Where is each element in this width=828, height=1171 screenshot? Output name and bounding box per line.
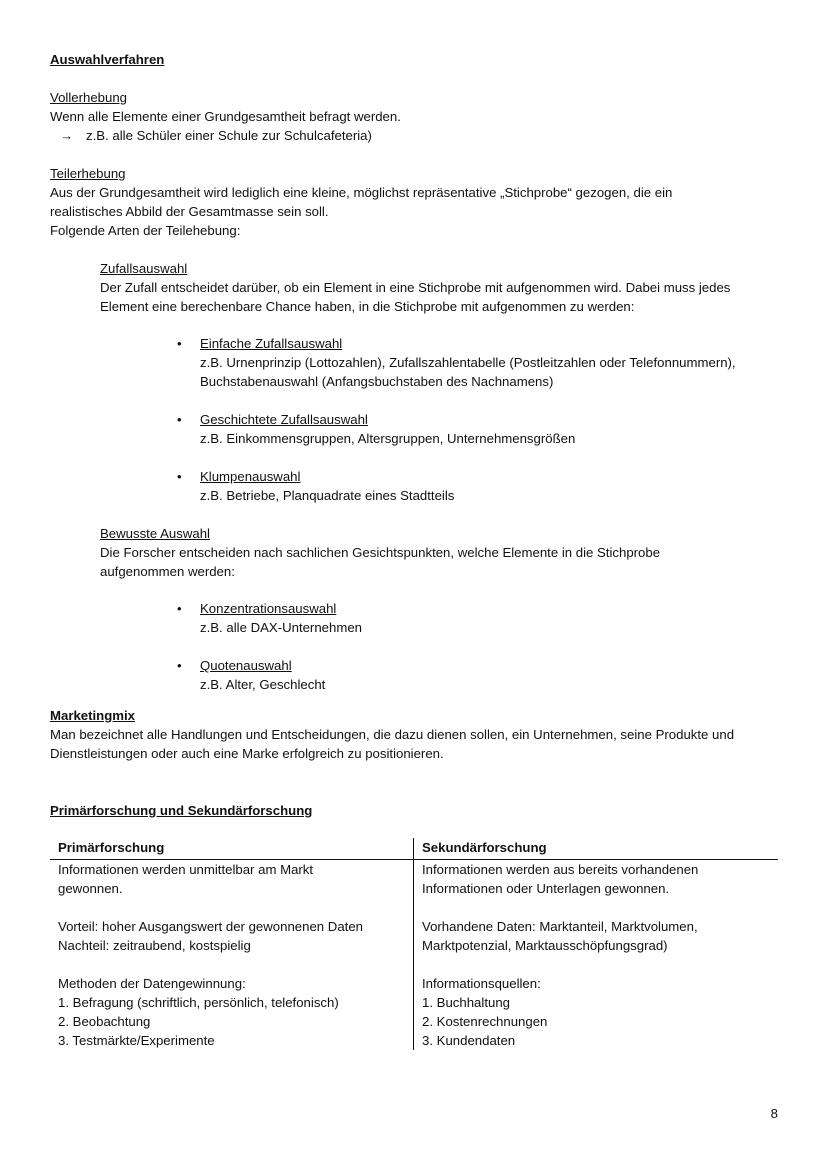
table-cell-primaer bbox=[50, 955, 414, 974]
list-item bbox=[50, 334, 780, 391]
list-item-text: z.B. Einkommensgruppen, Altersgruppen, Unternehmensgrößen bbox=[200, 431, 576, 446]
bewusste-auswahl-title: Bewusste Auswahl bbox=[100, 526, 210, 541]
marketingmix-text: Man bezeichnet alle Handlungen und Entscheidungen, die dazu dienen sollen, ein Unternehmen, seine Produkte und bbox=[50, 727, 735, 742]
table-cell-primaer: Vorteil: hoher Ausgangswert der gewonnenen Daten bbox=[50, 917, 414, 936]
table-cell-sekundaer bbox=[414, 898, 779, 917]
table-row bbox=[50, 1031, 778, 1050]
teilerhebung-title: Teilerhebung bbox=[50, 166, 126, 181]
table-cell-sekundaer: Informationen oder Unterlagen gewonnen. bbox=[422, 881, 670, 896]
table-cell-primaer: Nachteil: zeitraubend, kostspielig bbox=[50, 936, 414, 955]
table-cell-primaer: Methoden der Datengewinnung: bbox=[50, 974, 414, 993]
list-item bbox=[50, 599, 780, 637]
table-row bbox=[50, 974, 778, 993]
arrow-icon: → bbox=[60, 128, 74, 143]
table-cell-primaer bbox=[50, 898, 414, 917]
table-cell-primaer: gewonnen. bbox=[50, 879, 414, 898]
bewusste-auswahl-section bbox=[50, 524, 780, 581]
table-row bbox=[50, 860, 778, 880]
table-row bbox=[50, 917, 778, 936]
table-cell-primaer: Informationen werden unmittelbar am Markt bbox=[50, 860, 414, 880]
teilerhebung-text: Folgende Arten der Teilehebung: bbox=[50, 223, 241, 238]
table-cell-sekundaer: 2. Kostenrechnungen bbox=[422, 1014, 548, 1029]
zufallsauswahl-title: Zufallsauswahl bbox=[100, 261, 188, 276]
list-item-title: Klumpenauswahl bbox=[200, 469, 301, 484]
list-item bbox=[50, 656, 780, 694]
table-row bbox=[50, 955, 778, 974]
list-item-title: Einfache Zufallsauswahl bbox=[200, 336, 343, 351]
column-header-sekundaer: Sekundärforschung bbox=[414, 838, 779, 860]
bewusste-auswahl-text: aufgenommen werden: bbox=[100, 564, 235, 579]
bullet-icon: • bbox=[177, 658, 182, 673]
list-item-text: z.B. Urnenprinzip (Lottozahlen), Zufallszahlentabelle (Postleitzahlen oder Telefonnummern), bbox=[200, 355, 736, 370]
table-row bbox=[50, 993, 778, 1012]
bullet-icon: • bbox=[177, 601, 182, 616]
list-item-title: Quotenauswahl bbox=[200, 658, 292, 673]
table-cell-sekundaer: 3. Kundendaten bbox=[422, 1033, 516, 1048]
comparison-table bbox=[50, 838, 778, 1050]
list-item-title: Geschichtete Zufallsauswahl bbox=[200, 412, 368, 427]
list-item-text: z.B. alle DAX-Unternehmen bbox=[200, 620, 362, 635]
heading-auswahlverfahren: Auswahlverfahren bbox=[50, 52, 165, 67]
table-cell-primaer: 1. Befragung (schriftlich, persönlich, telefonisch) bbox=[50, 993, 414, 1012]
vollerhebung-title: Vollerhebung bbox=[50, 90, 127, 105]
teilerhebung-text: Aus der Grundgesamtheit wird lediglich eine kleine, möglichst repräsentative „Stichprobe“ gezogen, die ein bbox=[50, 185, 673, 200]
table-cell-sekundaer: Vorhandene Daten: Marktanteil, Marktvolumen, bbox=[422, 919, 698, 934]
table-cell-sekundaer: 1. Buchhaltung bbox=[422, 995, 510, 1010]
zufallsauswahl-list bbox=[50, 334, 780, 505]
teilerhebung-text: realistisches Abbild der Gesamtmasse sein soll. bbox=[50, 204, 329, 219]
table-row bbox=[50, 936, 778, 955]
bewusste-auswahl-list bbox=[50, 599, 780, 694]
list-item bbox=[50, 467, 780, 505]
table-cell-primaer: 2. Beobachtung bbox=[50, 1012, 414, 1031]
vollerhebung-example: → z.B. alle Schüler einer Schule zur Schulcafeteria) bbox=[60, 128, 372, 143]
document-page bbox=[50, 50, 780, 820]
list-item-text: z.B. Alter, Geschlecht bbox=[200, 677, 326, 692]
list-item-text: Buchstabenauswahl (Anfangsbuchstaben des Nachnamens) bbox=[200, 374, 554, 389]
table-body bbox=[50, 860, 778, 1051]
list-item-text: z.B. Betriebe, Planquadrate eines Stadtteils bbox=[200, 488, 455, 503]
table-row bbox=[50, 879, 778, 898]
table-cell-primaer: 3. Testmärkte/Experimente bbox=[50, 1031, 414, 1050]
list-item-title: Konzentrationsauswahl bbox=[200, 601, 337, 616]
table-cell-sekundaer: Informationsquellen: bbox=[422, 976, 541, 991]
vollerhebung-text: Wenn alle Elemente einer Grundgesamtheit befragt werden. bbox=[50, 109, 401, 124]
page-number: 8 bbox=[770, 1106, 778, 1121]
heading-marketingmix: Marketingmix bbox=[50, 708, 136, 723]
table-cell-sekundaer bbox=[414, 955, 779, 974]
column-header-primaer: Primärforschung bbox=[50, 838, 414, 860]
table-row bbox=[50, 1012, 778, 1031]
table-cell-sekundaer: Informationen werden aus bereits vorhandenen bbox=[422, 862, 699, 877]
bullet-icon: • bbox=[177, 412, 182, 427]
table-header-row bbox=[50, 838, 778, 860]
zufallsauswahl-text: Der Zufall entscheidet darüber, ob ein Element in eine Stichprobe mit aufgenommen wird. Dabei muss jedes bbox=[100, 280, 731, 295]
table-row bbox=[50, 898, 778, 917]
heading-forschung: Primärforschung und Sekundärforschung bbox=[50, 803, 313, 818]
bullet-icon: • bbox=[177, 336, 182, 351]
zufallsauswahl-text: Element eine berechenbare Chance haben, in die Stichprobe mit aufgenommen zu werden: bbox=[100, 299, 635, 314]
zufallsauswahl-section bbox=[50, 259, 780, 316]
bewusste-auswahl-text: Die Forscher entscheiden nach sachlichen Gesichtspunkten, welche Elemente in die Stichprobe bbox=[100, 545, 661, 560]
list-item bbox=[50, 410, 780, 448]
marketingmix-text: Dienstleistungen oder auch eine Marke erfolgreich zu positionieren. bbox=[50, 746, 444, 761]
bullet-icon: • bbox=[177, 469, 182, 484]
table-cell-sekundaer: Marktpotenzial, Marktausschöpfungsgrad) bbox=[422, 938, 668, 953]
